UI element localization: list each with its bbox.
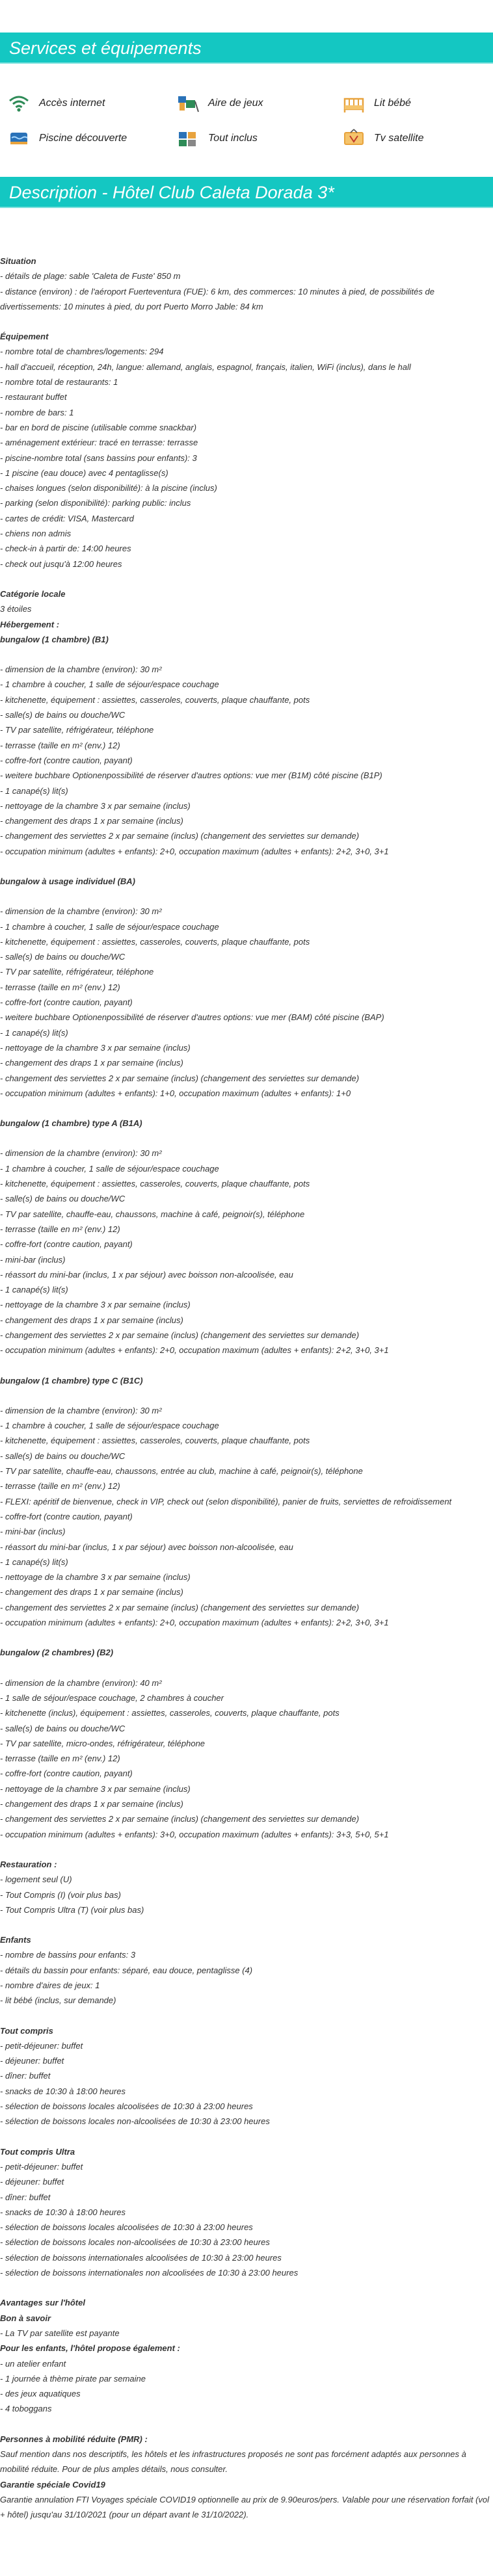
detail-line: - TV par satellite, réfrigérateur, téléphone [0,725,154,735]
description-section [0,2023,493,2129]
description-section [0,874,493,889]
description-section [0,254,493,314]
description-section [0,1146,493,1358]
detail-line: - terrasse (taille en m² (env.) 12) [0,1224,120,1234]
service-label: Accès internet [39,98,105,109]
services-banner [0,33,493,64]
description-section [0,1676,493,1842]
section-heading: Garantie spéciale Covid19 [0,2479,105,2490]
detail-line: - nettoyage de la chambre 3 x par semaine (inclus) [0,1300,191,1310]
detail-line: - TV par satellite, chauffe-eau, chaussons, entrée au club, machine à café, peignoir(s), téléphone [0,1466,363,1477]
detail-line: - kitchenette, équipement : assiettes, casseroles, couverts, plaque chauffante, pots [0,1436,310,1446]
section-spacer [0,1842,493,1857]
detail-line: - terrasse (taille en m² (env.) 12) [0,740,120,750]
detail-line: - salle(s) de bains ou douche/WC [0,1451,126,1461]
detail-line: - occupation minimum (adultes + enfants): 2+0, occupation maximum (adultes + enfants): 2+2, 3+0, 3+1 [0,1618,389,1628]
section-heading: Bon à savoir [0,2313,51,2323]
detail-line: - kitchenette, équipement : assiettes, casseroles, couverts, plaque chauffante, pots [0,936,310,947]
detail-line: - chaises longues (selon disponibilité): à la piscine (inclus) [0,483,217,493]
detail-line: - changement des serviettes 2 x par semaine (inclus) (changement des serviettes sur demande) [0,1073,360,1083]
service-all-inclusive [177,127,343,150]
section-heading: Situation [0,256,36,266]
detail-line: Sauf mention dans nos descriptifs, les hôtels et les infrastructures proposés ne sont pas forcément adaptés aux personnes à mobilité réduite. Pour de plus amples détails, nous consulter. [0,2449,466,2475]
section-heading: Hébergement : [0,619,60,629]
detail-line: - dîner: buffet [0,2192,51,2202]
service-pool [8,127,177,150]
section-spacer [0,2280,493,2295]
section-heading: bungalow (2 chambres) (B2) [0,1648,114,1658]
section-heading: Tout compris Ultra [0,2146,75,2157]
detail-line: - 1 chambre à coucher, 1 salle de séjour/espace couchage [0,679,219,690]
description-section [0,1403,493,1630]
detail-line: - kitchenette, équipement : assiettes, casseroles, couverts, plaque chauffante, pots [0,1179,310,1189]
detail-line: - changement des serviettes 2 x par semaine (inclus) (changement des serviettes sur demande) [0,1602,360,1612]
service-playground [177,92,343,114]
description-section [0,1373,493,1388]
detail-line: - terrasse (taille en m² (env.) 12) [0,1481,120,1492]
detail-line: - changement des serviettes 2 x par semaine (inclus) (changement des serviettes sur demande) [0,831,360,841]
detail-line: - sélection de boissons internationales alcoolisées de 10:30 à 23:00 heures [0,2252,282,2263]
detail-line: - changement des serviettes 2 x par semaine (inclus) (changement des serviettes sur demande) [0,1330,360,1340]
detail-line: - terrasse (taille en m² (env.) 12) [0,982,120,992]
detail-line: - sélection de boissons locales non-alcoolisées de 10:30 à 23:00 heures [0,2237,270,2248]
detail-line: - salle(s) de bains ou douche/WC [0,952,126,962]
detail-line: - restaurant buffet [0,392,67,402]
section-spacer [0,2417,493,2432]
description-section [0,1932,493,2008]
service-label: Lit bébé [374,98,411,109]
detail-line: - nettoyage de la chambre 3 x par semaine (inclus) [0,1572,191,1583]
section-spacer [0,314,493,329]
playground-icon [177,94,199,113]
service-label: Piscine découverte [39,133,127,144]
section-spacer [0,647,493,662]
detail-line: - logement seul (U) [0,1874,72,1885]
detail-line: - 1 journée à thème pirate par semaine [0,2373,146,2384]
detail-line: - aménagement extérieur: tracé en terrasse: terrasse [0,438,198,448]
detail-line: - coffre-fort (contre caution, payant) [0,1239,133,1250]
description-title: Description - Hôtel Club Caleta Dorada 3* [9,183,334,202]
detail-line: - sélection de boissons locales non-alcoolisées de 10:30 à 23:00 heures [0,2116,270,2127]
detail-line: - occupation minimum (adultes + enfants): 2+0, occupation maximum (adultes + enfants): 2+2, 3+0, 3+1 [0,1345,389,1356]
section-heading: bungalow (1 chambre) type C (B1C) [0,1375,143,1386]
detail-line: - FLEXI: apéritif de bienvenue, check in VIP, check out (selon disponibilité), panier de fruits, serviettes de refroidissement [0,1496,452,1506]
detail-line: - nombre de bars: 1 [0,407,74,417]
detail-line: Garantie annulation FTI Voyages spéciale COVID19 optionnelle au prix de 9.90euros/pers. Valable pour une réservation forfait (vol + hôtel) jusqu'au 31/10/2021 (pour un départ avant le 31/10/2022). [0,2494,490,2520]
detail-line: - détails du bassin pour enfants: séparé, eau douce, pentaglisse (4) [0,1965,253,1975]
section-spacer [0,889,493,904]
description-section [0,2432,493,2523]
description-section [0,1645,493,1660]
description-body [0,208,493,2522]
detail-line: - TV par satellite, micro-ondes, réfrigérateur, téléphone [0,1738,206,1748]
detail-line: - kitchenette, équipement : assiettes, casseroles, couverts, plaque chauffante, pots [0,694,310,705]
detail-line: - terrasse (taille en m² (env.) 12) [0,1754,120,1764]
detail-line: - nettoyage de la chambre 3 x par semaine (inclus) [0,1042,191,1053]
detail-line: - changement des draps 1 x par semaine (inclus) [0,816,183,826]
detail-line: - weitere buchbare Optionenpossibilité de réserver d'autres options: vue mer (BAM) côté piscine (BAP) [0,1012,384,1023]
detail-line: - occupation minimum (adultes + enfants): 1+0, occupation maximum (adultes + enfants): 1+0 [0,1088,351,1098]
detail-line: - 4 toboggans [0,2404,52,2414]
all-inclusive-icon [177,129,199,148]
section-heading: bungalow (1 chambre) (B1) [0,634,109,644]
section-spacer [0,2008,493,2023]
detail-line: - 1 canapé(s) lit(s) [0,1285,68,1295]
detail-line: - changement des draps 1 x par semaine (inclus) [0,1058,183,1068]
section-heading: bungalow (1 chambre) type A (B1A) [0,1118,142,1129]
detail-line: - Tout Compris (I) (voir plus bas) [0,1889,121,1900]
detail-line: - TV par satellite, réfrigérateur, téléphone [0,967,154,977]
description-banner [0,177,493,208]
detail-line: - cartes de crédit: VISA, Mastercard [0,513,134,523]
section-spacer [0,1101,493,1116]
detail-line: - coffre-fort (contre caution, payant) [0,1511,133,1521]
detail-line: - des jeux aquatiques [0,2389,81,2399]
detail-line: - un atelier enfant [0,2358,66,2369]
detail-line: - 1 canapé(s) lit(s) [0,1027,68,1038]
detail-line: - 1 piscine (eau douce) avec 4 pentaglisse(s) [0,467,168,478]
detail-line: - mini-bar (inclus) [0,1254,66,1265]
section-heading: Tout compris [0,2025,53,2036]
detail-line: - réassort du mini-bar (inclus, 1 x par séjour) avec boisson non-alcoolisée, eau [0,1269,293,1280]
detail-line: - piscine-nombre total (sans bassins pour enfants): 3 [0,453,197,463]
detail-line: - dimension de la chambre (environ): 30 m² [0,1148,162,1159]
detail-line: - mini-bar (inclus) [0,1527,66,1537]
detail-line: - sélection de boissons internationales non alcoolisées de 10:30 à 23:00 heures [0,2268,299,2278]
section-heading: Catégorie locale [0,588,66,599]
detail-line: - dimension de la chambre (environ): 30 m² [0,906,162,917]
detail-line: - dimension de la chambre (environ): 30 m² [0,664,162,675]
service-tv [343,127,493,150]
detail-line: - parking (selon disponibilité): parking public: inclus [0,498,191,508]
detail-line: - snacks de 10:30 à 18:00 heures [0,2086,126,2096]
detail-line: - déjeuner: buffet [0,2177,64,2187]
crib-icon [343,94,365,113]
description-section [0,1116,493,1131]
services-grid [0,64,493,142]
detail-line: - weitere buchbare Optionenpossibilité de réserver d'autres options: vue mer (B1M) côté piscine (B1P) [0,770,382,781]
detail-line: - 1 canapé(s) lit(s) [0,1557,68,1567]
section-spacer [0,1131,493,1146]
detail-line: - TV par satellite, chauffe-eau, chaussons, machine à café, peignoir(s), téléphone [0,1209,305,1219]
service-label: Tout inclus [208,133,258,144]
section-heading: Avantages sur l'hôtel [0,2298,85,2308]
detail-line: - sélection de boissons locales alcoolisées de 10:30 à 23:00 heures [0,2222,253,2233]
service-internet [8,92,177,114]
detail-line: - salle(s) de bains ou douche/WC [0,1194,126,1204]
detail-line: - bar en bord de piscine (utilisable comme snackbar) [0,422,197,432]
detail-line: - nettoyage de la chambre 3 x par semaine (inclus) [0,1783,191,1794]
detail-line: - 1 chambre à coucher, 1 salle de séjour/espace couchage [0,1421,219,1431]
section-heading: Pour les enfants, l'hôtel propose également : [0,2343,180,2354]
description-section [0,2295,493,2416]
section-heading: Enfants [0,1935,31,1945]
section-spacer [0,1388,493,1403]
detail-line: - hall d'accueil, réception, 24h, langue: allemand, anglais, espagnol, français, italien, WiFi (inclus), dans le hall [0,361,411,372]
detail-line: - nettoyage de la chambre 3 x par semaine (inclus) [0,800,191,811]
detail-line: - petit-déjeuner: buffet [0,2040,83,2051]
wifi-icon [8,94,30,113]
description-section [0,904,493,1101]
services-title: Services et équipements [9,38,202,58]
section-spacer [0,2129,493,2144]
section-spacer [0,1358,493,1373]
detail-line: - dîner: buffet [0,2071,51,2081]
detail-line: - coffre-fort (contre caution, payant) [0,1768,133,1779]
detail-line: - changement des draps 1 x par semaine (inclus) [0,1315,183,1325]
detail-line: - 1 salle de séjour/espace couchage, 2 chambres à coucher [0,1692,224,1703]
detail-line: - La TV par satellite est payante [0,2328,120,2338]
detail-line: - changement des draps 1 x par semaine (inclus) [0,1587,183,1597]
section-spacer [0,1917,493,1932]
detail-line: - changement des serviettes 2 x par semaine (inclus) (changement des serviettes sur demande) [0,1814,360,1824]
description-section [0,662,493,859]
detail-line: - réassort du mini-bar (inclus, 1 x par séjour) avec boisson non-alcoolisée, eau [0,1542,293,1552]
detail-line: - salle(s) de bains ou douche/WC [0,710,126,720]
detail-line: - coffre-fort (contre caution, payant) [0,997,133,1008]
detail-line: - 1 chambre à coucher, 1 salle de séjour/espace couchage [0,921,219,932]
detail-line: - dimension de la chambre (environ): 30 m² [0,1405,162,1415]
section-spacer [0,1661,493,1676]
detail-line: - nombre total de restaurants: 1 [0,377,118,388]
detail-line: - lit bébé (inclus, sur demande) [0,1995,116,2006]
detail-line: - nombre de bassins pour enfants: 3 [0,1950,136,1960]
detail-line: - déjeuner: buffet [0,2056,64,2066]
section-spacer [0,1630,493,1645]
detail-line: - check out jusqu'à 12:00 heures [0,559,122,569]
detail-line: 3 étoiles [0,604,32,614]
description-section [0,586,493,647]
detail-line: - changement des draps 1 x par semaine (inclus) [0,1799,183,1809]
detail-line: - 1 chambre à coucher, 1 salle de séjour/espace couchage [0,1163,219,1174]
detail-line: - 1 canapé(s) lit(s) [0,785,68,796]
detail-line: - kitchenette (inclus), équipement : assiettes, casseroles, couverts, plaque chauffante, pots [0,1708,340,1718]
detail-line: - sélection de boissons locales alcoolisées de 10:30 à 23:00 heures [0,2101,253,2112]
detail-line: - occupation minimum (adultes + enfants): 3+0, occupation maximum (adultes + enfants): 3+3, 5+0, 5+1 [0,1829,389,1839]
detail-line: - Tout Compris Ultra (T) (voir plus bas) [0,1904,144,1915]
section-heading: Personnes à mobilité réduite (PMR) : [0,2434,148,2444]
section-heading: Restauration : [0,1859,57,1869]
service-label: Aire de jeux [208,98,263,109]
pool-icon [8,129,30,148]
description-section [0,2144,493,2281]
detail-line: - nombre d'aires de jeux: 1 [0,1980,100,1990]
detail-line: - salle(s) de bains ou douche/WC [0,1723,126,1733]
detail-line: - check-in à partir de: 14:00 heures [0,544,131,554]
detail-line: - nombre total de chambres/logements: 294 [0,347,164,357]
service-crib [343,92,493,114]
detail-line: - occupation minimum (adultes + enfants): 2+0, occupation maximum (adultes + enfants): 2+2, 3+0, 3+1 [0,846,389,856]
detail-line: - dimension de la chambre (environ): 40 m² [0,1677,162,1688]
tv-icon [343,129,365,148]
section-spacer [0,859,493,874]
detail-line: - distance (environ) : de l'aéroport Fuerteventura (FUE): 6 km, des commerces: 10 minutes à pied, de possibilités de divertissements: 10 minutes à pied, du port Puerto Morro Jable: 84 km [0,286,434,311]
section-heading: bungalow à usage individuel (BA) [0,876,136,886]
detail-line: - détails de plage: sable 'Caleta de Fuste' 850 m [0,271,181,282]
detail-line: - chiens non admis [0,529,72,539]
description-section [0,1857,493,1917]
detail-line: - coffre-fort (contre caution, payant) [0,755,133,765]
service-label: Tv satellite [374,133,424,144]
section-spacer [0,572,493,586]
description-section [0,329,493,572]
section-heading: Équipement [0,332,49,342]
detail-line: - snacks de 10:30 à 18:00 heures [0,2207,126,2217]
detail-line: - petit-déjeuner: buffet [0,2161,83,2172]
